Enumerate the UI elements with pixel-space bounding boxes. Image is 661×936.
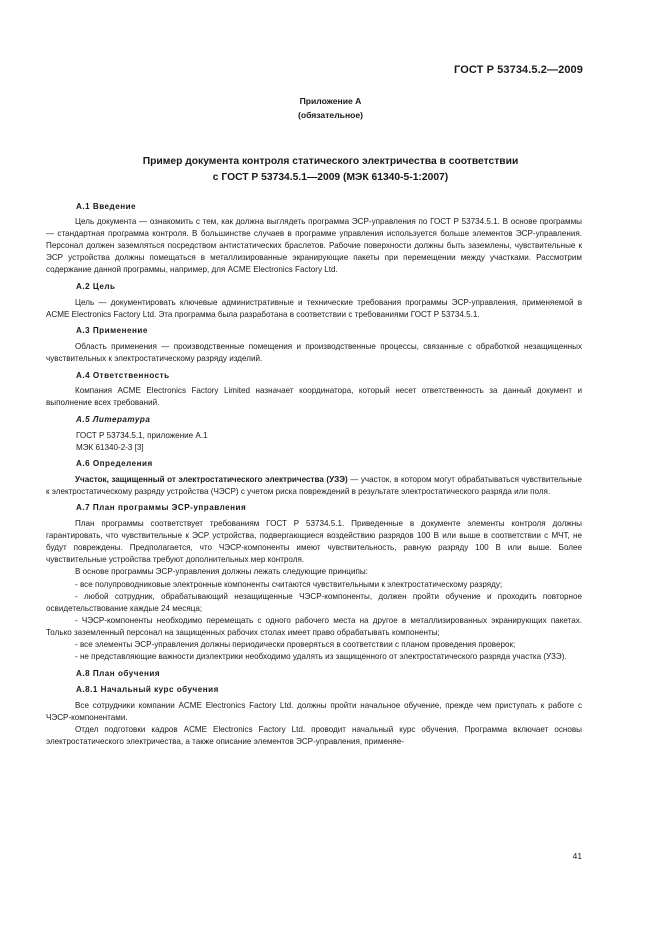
section-heading-a8: А.8 План обучения bbox=[76, 668, 161, 678]
section-heading-a5: А.5 Литература bbox=[76, 414, 151, 424]
paragraph-a1: Цель документа — ознакомить с тем, как должна выглядеть программа ЭСР-управления по ГОСТ Р 53734.5.1. В основе программы — стандартная программа контроля. В большинстве случаев в программе управления используется больше элементов ЭСР-управления. Персонал должен заземляться посредством антистатических браслетов. Рабочие поверхности должны быть заземлены, чувствительные к ЭСР устройства должны помещаться в металлизированные экранирующие пакеты при перемещении между участками. Рассмотрим содержание данной программы, например, для ACME Electronics Factory Ltd. bbox=[46, 217, 582, 275]
paragraph-a8-2: Отдел подготовки кадров ACME Electronics Factory Ltd. проводит начальный курс обучения. Программа включает основы электростатического электричества, а также описание элементов ЭСР-управления, применяе- bbox=[46, 725, 582, 747]
paragraph-a8-1: Все сотрудники компании ACME Electronics Factory Ltd. должны пройти начальное обучение, прежде чем приступать к работе с ЧЭСР-компонентами. bbox=[46, 700, 582, 722]
document-body bbox=[46, 196, 583, 748]
bullet-item: - все элементы ЭСР-управления должны периодически проверяться в соответствии с планом проведения проверок; bbox=[75, 640, 516, 649]
subsection-heading-a8-1: А.8.1 Начальный курс обучения bbox=[76, 685, 219, 695]
bullet-item: - ЧЭСР-компоненты необходимо перемещать с одного рабочего места на другое в металлизированных экранирующих пакетах. Только заземленный персонал на защищенных рабочих столах имеет право обрабатывать компоненты; bbox=[46, 615, 582, 637]
bullet-item: - все полупроводниковые электронные компоненты считаются чувствительными к электростатическому разряду; bbox=[75, 579, 503, 589]
paragraph-a7-2: В основе программы ЭСР-управления должны лежать следующие принципы: bbox=[75, 567, 368, 577]
standard-number: ГОСТ Р 53734.5.2—2009 bbox=[454, 64, 583, 76]
reference-2: МЭК 61340-2-3 [3] bbox=[76, 442, 144, 452]
section-heading-a1: А.1 Введение bbox=[76, 201, 137, 211]
section-heading-a4: А.4 Ответственность bbox=[76, 370, 170, 380]
reference-1: ГОСТ Р 53734.5.1, приложение А.1 bbox=[76, 430, 208, 440]
section-heading-a6: А.6 Определения bbox=[76, 459, 153, 469]
section-heading-a2: А.2 Цель bbox=[76, 282, 116, 292]
document-title-line2: с ГОСТ Р 53734.5.1—2009 (МЭК 61340-5-1:2007) bbox=[212, 172, 449, 183]
annex-label: Приложение А bbox=[299, 96, 362, 106]
paragraph-a2: Цель — документировать ключевые административные и технические требования программы ЭСР-управления, применяемой в ACME Electronics Factory Ltd. Эта программа была разработана в соответствии с требованиями ГОСТ Р 53734.5.1. bbox=[46, 297, 582, 319]
definition-paragraph bbox=[46, 474, 582, 498]
bullet-item: - любой сотрудник, обрабатывающий незащищенные ЧЭСР-компоненты, должен пройти обучение и проходить повторное освидетельствование каждые 24 месяца; bbox=[46, 591, 582, 613]
page-number: 41 bbox=[572, 851, 582, 861]
definition-text: — участок, в котором могут обрабатываться чувствительные к электростатическому разряду устройства (ЧЭСР) с учетом риска повреждений в результате электростатического разряда или поля. bbox=[46, 474, 583, 496]
annex-status: (обязательное) bbox=[297, 110, 364, 120]
paragraph-a3: Область применения — производственные помещения и производственные процессы, связанные с обработкой незащищенных чувствительных к электростатическому разряду изделий. bbox=[46, 341, 582, 364]
bullet-item: - не представляющие важности диэлектрики необходимо удалять из защищенного от электростатического разряда участка (УЗЭ). bbox=[75, 652, 567, 662]
section-heading-a3: А.3 Применение bbox=[76, 326, 148, 336]
document-title-line1: Пример документа контроля статического электричества в соответствии bbox=[142, 156, 519, 167]
paragraph-a4: Компания ACME Electronics Factory Limited назначает координатора, который несет ответственность за данный документ и выполнение всех требований. bbox=[46, 386, 582, 408]
section-heading-a7: А.7 План программы ЭСР-управления bbox=[76, 503, 247, 513]
paragraph-a7-1: План программы соответствует требованиям ГОСТ Р 53734.5.1. Приведенные в документе элементы контроля должны гарантировать, что чувствительные к ЭСР устройства, подвергающиеся воздействию разрядов 100 В или выше в соответствии с МЧТ, не будут повреждены. Предполагается, что ЧЭСР-компоненты имеют чувствительность, равную разряду 100 В или выше. Более чувствительные устройства требуют дополнительных мер контроля. bbox=[46, 519, 582, 565]
definition-term: Участок, защищенный от электростатического электричества (УЗЭ) bbox=[75, 474, 348, 484]
